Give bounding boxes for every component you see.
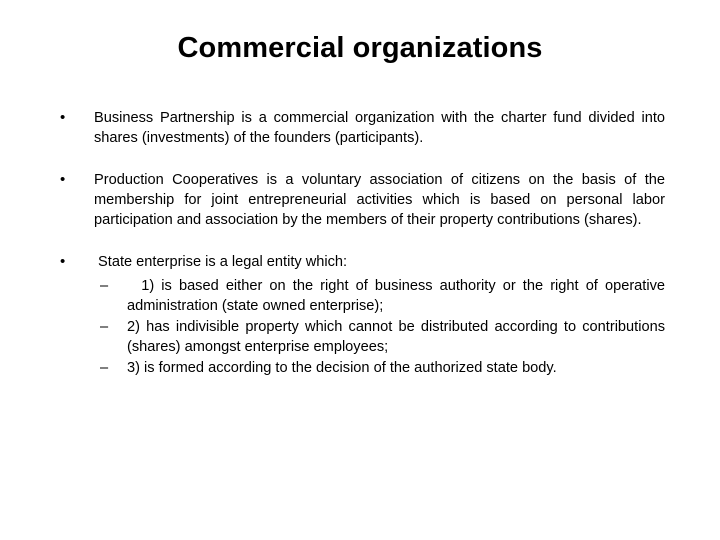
sub-list (94, 276, 670, 378)
bullet-text: Production Cooperatives is a voluntary association of citizens on the basis of the membership for joint entrepreneurial activities which is based on personal labor participation and association by the members of their property contributions (shares). (94, 172, 665, 228)
sub-item-indivisible-property (94, 317, 665, 357)
sub-item-business-authority (94, 276, 670, 316)
bullet-business-partnership (60, 108, 665, 148)
sub-item-text: 2) has indivisible property which cannot be distributed according to contributions (shares) amongst enterprise employees; (127, 319, 665, 355)
sub-marker: – (100, 319, 109, 335)
bullet-production-cooperatives (60, 170, 665, 230)
slide-body (60, 108, 670, 379)
bullet-marker: • (60, 253, 66, 270)
bullet-text: State enterprise is a legal entity which: (94, 254, 348, 270)
bullet-state-enterprise (60, 252, 670, 378)
bullet-marker: • (60, 171, 66, 188)
sub-item-authorized-state-body (94, 358, 665, 378)
slide-title: Commercial organizations (177, 32, 543, 64)
sub-item-text: 1) is based either on the right of business authority or the right of operative administration (state owned enterprise); (127, 278, 670, 314)
sub-marker: – (100, 278, 109, 294)
bullet-marker: • (60, 109, 66, 126)
bullet-text: Business Partnership is a commercial organization with the charter fund divided into shares (investments) of the founders (participants). (94, 110, 665, 146)
sub-item-text: 3) is formed according to the decision of the authorized state body. (127, 360, 557, 376)
sub-marker: – (100, 360, 109, 376)
